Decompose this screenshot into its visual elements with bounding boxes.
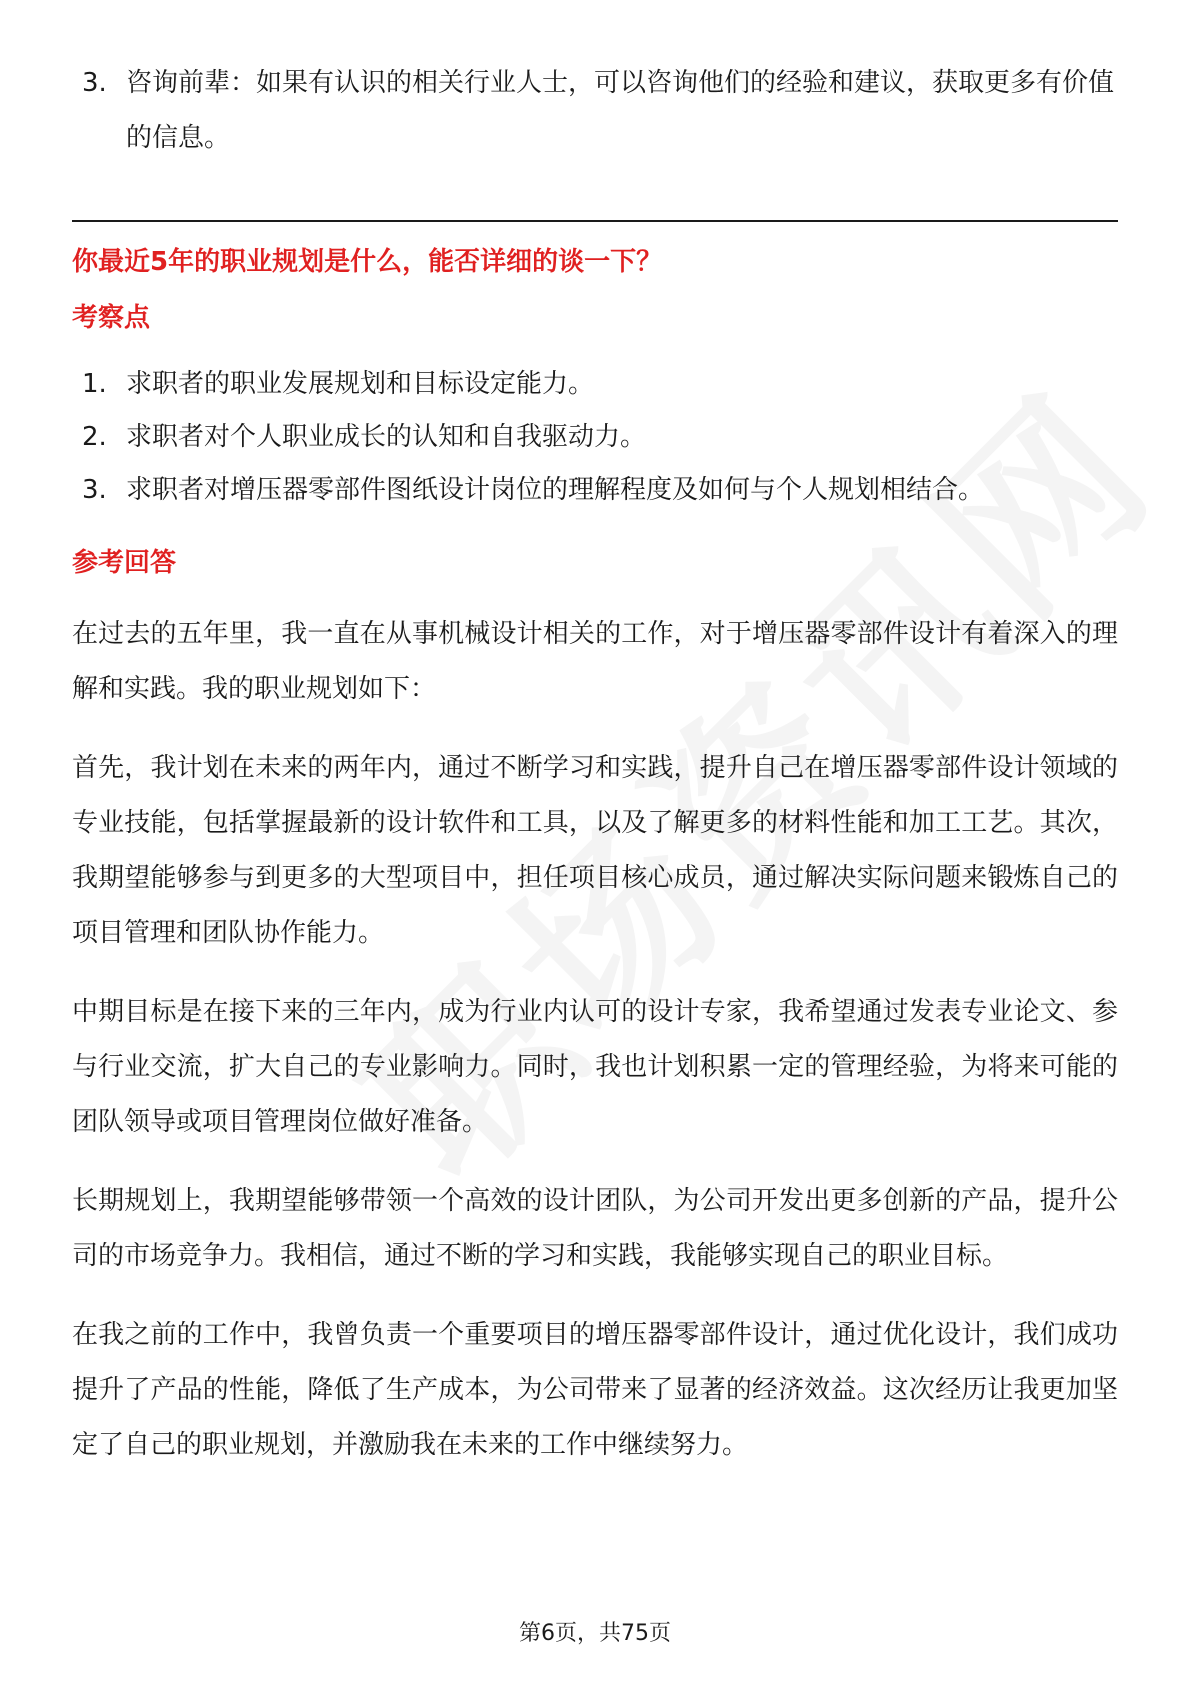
document-page	[72, 56, 1118, 1473]
list-number: 3.	[82, 68, 107, 98]
list-item	[72, 464, 1118, 517]
points-list	[72, 358, 1118, 517]
list-item	[72, 411, 1118, 464]
answer-paragraph: 在过去的五年里，我一直在从事机械设计相关的工作，对于增压器零部件设计有着深入的理解和实践。我的职业规划如下：	[72, 619, 1118, 704]
list-text: 求职者的职业发展规划和目标设定能力。	[126, 369, 595, 399]
previous-list	[72, 56, 1118, 166]
answer-paragraph: 在我之前的工作中，我曾负责一个重要项目的增压器零部件设计，通过优化设计，我们成功提升了产品的性能，降低了生产成本，为公司带来了显著的经济效益。这次经历让我更加坚定了自己的职业规划，并激励我在未来的工作中继续努力。	[72, 1320, 1118, 1460]
points-heading: 考察点	[72, 303, 151, 333]
list-number: 2.	[82, 422, 107, 452]
list-text: 求职者对个人职业成长的认知和自我驱动力。	[126, 422, 647, 452]
list-text: 求职者对增压器零部件图纸设计岗位的理解程度及如何与个人规划相结合。	[126, 475, 985, 505]
list-text: 咨询前辈：如果有认识的相关行业人士，可以咨询他们的经验和建议，获取更多有价值的信息。	[126, 68, 1115, 153]
answer-paragraph: 中期目标是在接下来的三年内，成为行业内认可的设计专家，我希望通过发表专业论文、参与行业交流，扩大自己的专业影响力。同时，我也计划积累一定的管理经验，为将来可能的团队领导或项目管理岗位做好准备。	[72, 997, 1118, 1137]
list-number: 3.	[82, 475, 107, 505]
answer-paragraph: 长期规划上，我期望能够带领一个高效的设计团队，为公司开发出更多创新的产品，提升公司的市场竞争力。我相信，通过不断的学习和实践，我能够实现自己的职业目标。	[72, 1186, 1118, 1271]
list-number: 1.	[82, 369, 107, 399]
page-number-footer: 第6页，共75页	[519, 1621, 671, 1646]
list-item	[72, 358, 1118, 411]
section-divider	[72, 220, 1118, 222]
answer-paragraph: 首先，我计划在未来的两年内，通过不断学习和实践，提升自己在增压器零部件设计领域的专业技能，包括掌握最新的设计软件和工具，以及了解更多的材料性能和加工工艺。其次，我期望能够参与到更多的大型项目中，担任项目核心成员，通过解决实际问题来锻炼自己的项目管理和团队协作能力。	[72, 753, 1118, 948]
question-heading: 你最近5年的职业规划是什么，能否详细的谈一下？	[72, 247, 663, 277]
answer-heading: 参考回答	[72, 548, 177, 578]
list-item	[72, 56, 1118, 166]
